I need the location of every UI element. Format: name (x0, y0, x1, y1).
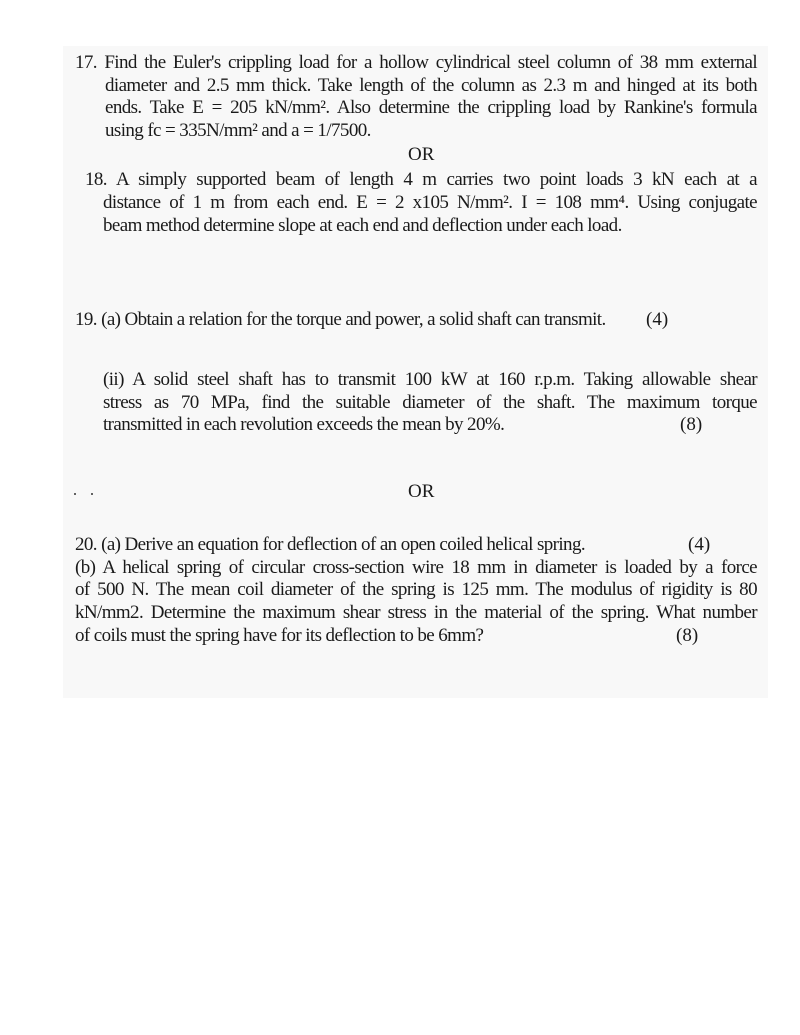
q20b-line-4: of coils must the spring have for its deflection to be 6mm? (75, 625, 484, 646)
q19b-line-3: transmitted in each revolution exceeds the mean by 20%. (103, 414, 505, 435)
q20b-line-1: (b) A helical spring of circular cross-section wire 18 mm in diameter is loaded by a force (75, 557, 757, 578)
q20b-line-2: of 500 N. The mean coil diameter of the spring is 125 mm. The modulus of rigidity is 80 (75, 579, 757, 600)
or-divider: OR (408, 144, 435, 165)
q20b-line-3: kN/mm2. Determine the maximum shear stress in the material of the spring. What number (75, 602, 757, 623)
q19b-marks: (8) (680, 414, 703, 435)
scan-speck (91, 493, 93, 495)
scan-speck (74, 493, 76, 495)
q18-line-1: 18. A simply supported beam of length 4 m carries two point loads 3 kN each at a (85, 169, 757, 190)
or-divider: OR (408, 481, 435, 502)
q17-line-4: using fc = 335N/mm² and a = 1/7500. (105, 120, 371, 141)
q19b-line-2: stress as 70 MPa, find the suitable diameter of the shaft. The maximum torque (103, 392, 757, 413)
q17-line-3: ends. Take E = 205 kN/mm². Also determine the crippling load by Rankine's formula (105, 97, 757, 118)
q17-line-1: 17. Find the Euler's crippling load for a hollow cylindrical steel column of 38 mm external (75, 52, 757, 73)
q18-line-3: beam method determine slope at each end and deflection under each load. (103, 215, 622, 236)
q20a-text: 20. (a) Derive an equation for deflection of an open coiled helical spring. (75, 534, 586, 555)
q19b-line-1: (ii) A solid steel shaft has to transmit 100 kW at 160 r.p.m. Taking allowable shear (103, 369, 757, 390)
q18-line-2: distance of 1 m from each end. E = 2 x105 N/mm². I = 108 mm⁴. Using conjugate (103, 192, 757, 213)
q20a-marks: (4) (688, 534, 711, 555)
q19a-marks: (4) (646, 309, 669, 330)
q19a-text: 19. (a) Obtain a relation for the torque and power, a solid shaft can transmit. (75, 309, 606, 330)
q17-line-2: diameter and 2.5 mm thick. Take length of the column as 2.3 m and hinged at its both (105, 75, 757, 96)
q20b-marks: (8) (676, 625, 699, 646)
